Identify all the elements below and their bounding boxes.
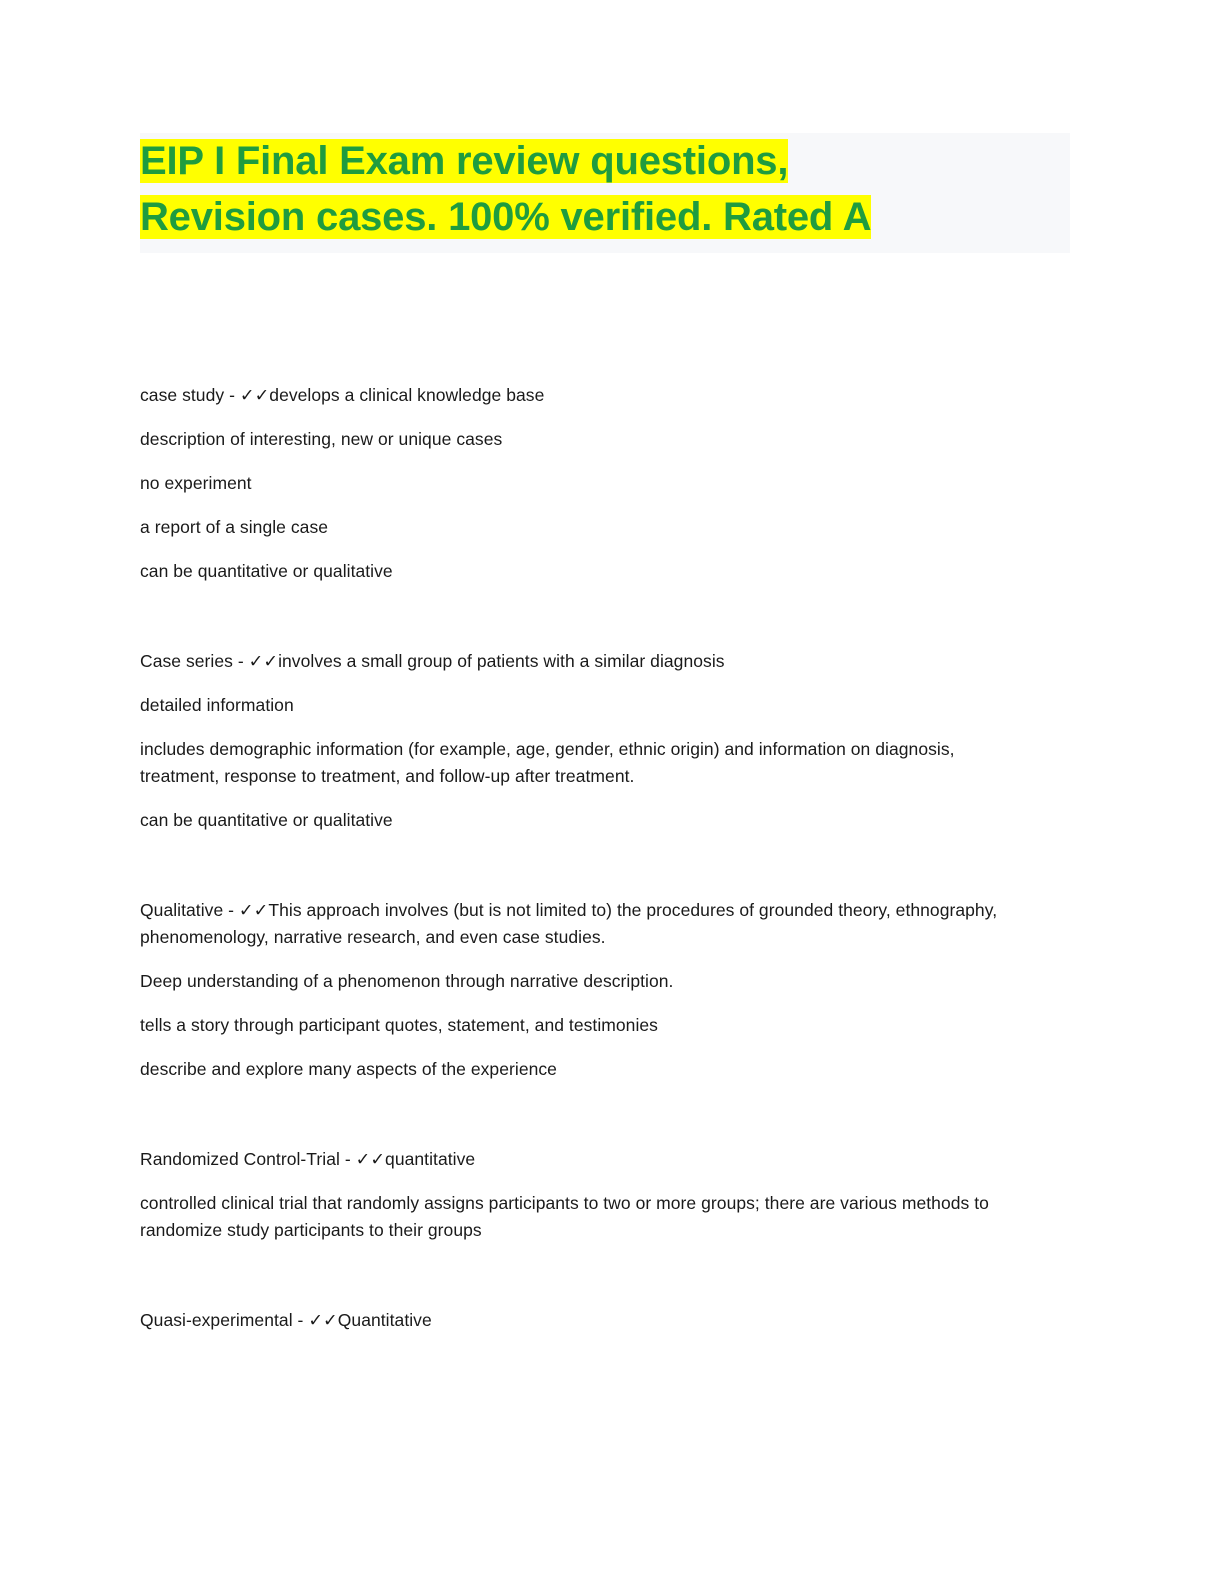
- paragraph: no experiment: [140, 473, 252, 493]
- content-block-case-study: [140, 382, 1030, 585]
- content-block-randomized-control-trial: [140, 1146, 1030, 1244]
- document-body: [140, 382, 1030, 1351]
- paragraph: describe and explore many aspects of the experience: [140, 1059, 557, 1079]
- block-spacer: [140, 1100, 1030, 1146]
- title-line-1: EIP I Final Exam review questions,: [140, 139, 789, 183]
- block-spacer: [140, 602, 1030, 648]
- paragraph: Qualitative - ✓✓This approach involves (but is not limited to) the procedures of grounded theory, ethnography, phenomenology, narrative research, and even case studies.: [140, 900, 998, 947]
- title-line-2: Revision cases. 100% verified. Rated A: [140, 195, 872, 239]
- content-block-qualitative: [140, 897, 1030, 1083]
- paragraph: detailed information: [140, 695, 294, 715]
- block-spacer: [140, 851, 1030, 897]
- paragraph: can be quantitative or qualitative: [140, 561, 393, 581]
- paragraph: controlled clinical trial that randomly assigns participants to two or more groups; there are various methods to randomize study participants to their groups: [140, 1193, 989, 1240]
- paragraph: a report of a single case: [140, 517, 329, 537]
- paragraph: description of interesting, new or unique cases: [140, 429, 503, 449]
- block-spacer: [140, 1261, 1030, 1307]
- paragraph: Deep understanding of a phenomenon through narrative description.: [140, 971, 674, 991]
- content-block-case-series: [140, 648, 1030, 834]
- document-title: [140, 133, 1070, 245]
- paragraph: Quasi-experimental - ✓✓Quantitative: [140, 1310, 432, 1330]
- paragraph: tells a story through participant quotes, statement, and testimonies: [140, 1015, 658, 1035]
- paragraph: case study - ✓✓develops a clinical knowledge base: [140, 385, 545, 405]
- paragraph: Case series - ✓✓involves a small group of patients with a similar diagnosis: [140, 651, 725, 671]
- paragraph: Randomized Control-Trial - ✓✓quantitative: [140, 1149, 476, 1169]
- paragraph: includes demographic information (for example, age, gender, ethnic origin) and information on diagnosis, treatment, response to treatment, and follow-up after treatment.: [140, 739, 955, 786]
- content-block-quasi-experimental: [140, 1307, 1030, 1334]
- paragraph: can be quantitative or qualitative: [140, 810, 393, 830]
